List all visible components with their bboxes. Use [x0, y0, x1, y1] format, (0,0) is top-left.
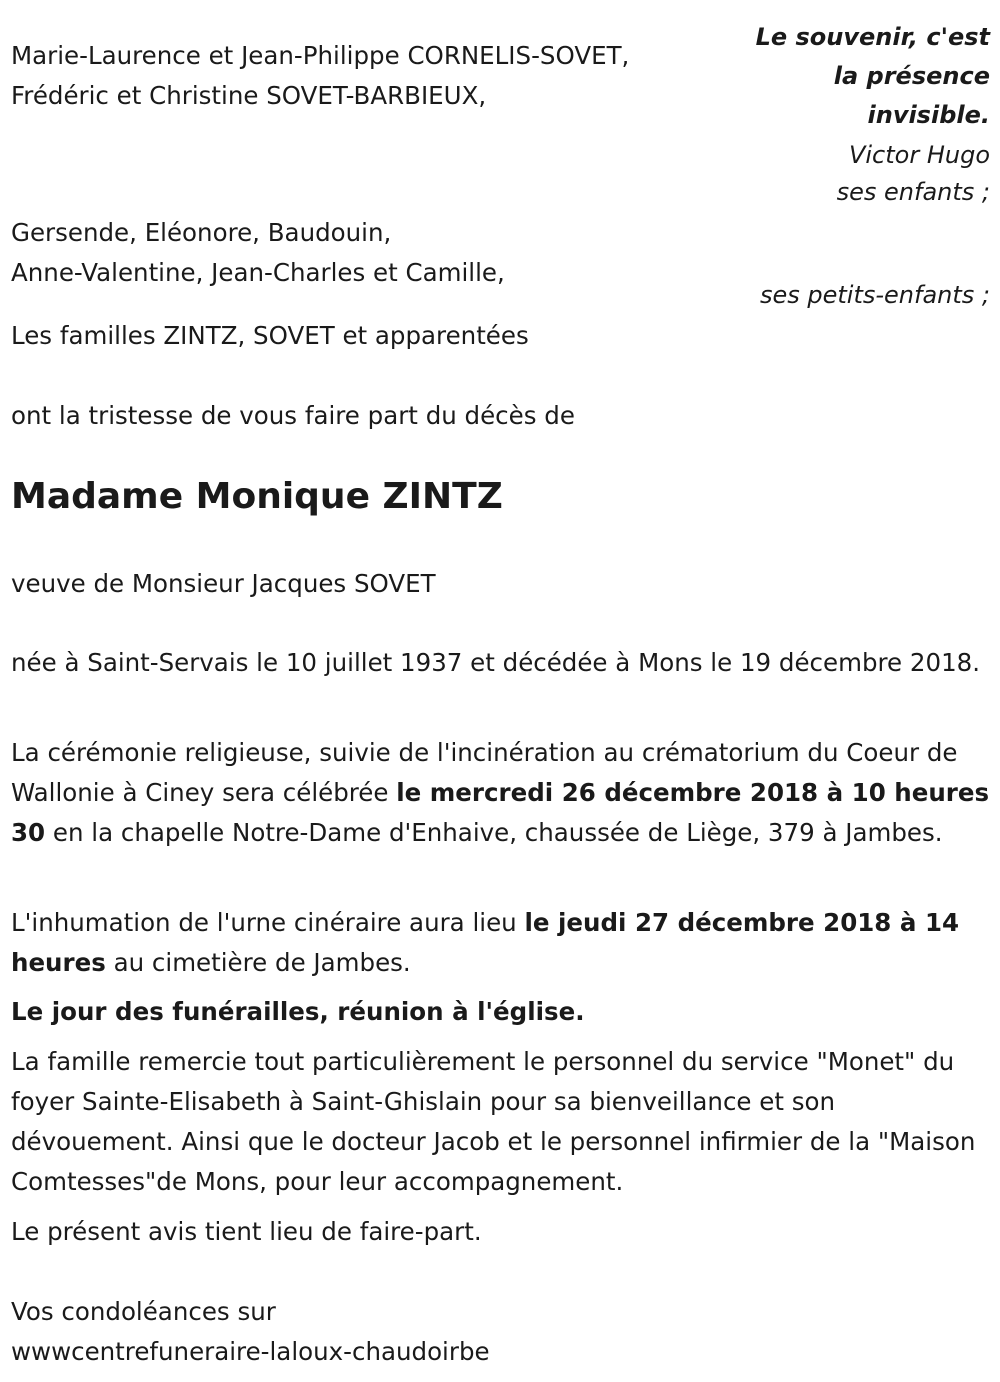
- meeting-notice: Le jour des funérailles, réunion à l'église.: [11, 997, 585, 1026]
- grandchildren-names-line-2: Anne-Valentine, Jean-Charles et Camille,: [11, 258, 505, 287]
- ceremony-paragraph: [11, 733, 991, 853]
- burial-text-2: au cimetière de Jambes.: [105, 948, 411, 977]
- burial-paragraph: [11, 903, 991, 983]
- children-names-line-1: Marie-Laurence et Jean-Philippe CORNELIS-SOVET,: [11, 41, 630, 70]
- ceremony-date: le mercredi 26 décembre 2018 à 10 heures 30: [11, 778, 990, 847]
- birth-death-dates: née à Saint-Servais le 10 juillet 1937 et décédée à Mons le 19 décembre 2018.: [11, 648, 981, 677]
- children-names-line-2: Frédéric et Christine SOVET-BARBIEUX,: [11, 81, 487, 110]
- widow-of: veuve de Monsieur Jacques SOVET: [11, 569, 436, 598]
- quote-author-block: [837, 137, 990, 211]
- condolences-website: wwwcentrefuneraire-laloux-chaudoirbe: [11, 1337, 490, 1366]
- ceremony-text-1: La cérémonie religieuse, suivie de l'incinération au crématorium du Coeur de Wallonie à Ciney sera célébrée: [11, 738, 958, 807]
- quote-line-2: la présence: [833, 62, 990, 90]
- announcement-intro: ont la tristesse de vous faire part du décès de: [11, 401, 575, 430]
- faire-part-notice: Le présent avis tient lieu de faire-part.: [11, 1217, 482, 1246]
- grandchildren-names-line-1: Gersende, Eléonore, Baudouin,: [11, 218, 392, 247]
- condolences-line-1: Vos condoléances sur: [11, 1297, 276, 1326]
- grandchildren-role: ses petits-enfants ;: [759, 281, 990, 309]
- burial-text-1: L'inhumation de l'urne cinéraire aura lieu: [11, 908, 525, 937]
- other-families: Les familles ZINTZ, SOVET et apparentées: [11, 321, 529, 350]
- children-role: ses enfants ;: [836, 178, 990, 206]
- deceased-name: Madame Monique ZINTZ: [11, 476, 503, 517]
- quote-line-3: invisible.: [867, 101, 990, 129]
- quote-author: Victor Hugo: [848, 141, 990, 169]
- ceremony-text-2: en la chapelle Notre-Dame d'Enhaive, chaussée de Liège, 379 à Jambes.: [45, 818, 943, 847]
- thanks-paragraph: La famille remercie tout particulièrement le personnel du service "Monet" du foyer Sainte-Elisabeth à Saint-Ghislain pour sa bienveillance et son dévouement. Ainsi que le docteur Jacob et le personnel infirmier de la "Maison Comtesses"de Mons, pour leur accompagnement.: [11, 1047, 976, 1196]
- quote: [756, 18, 990, 135]
- quote-line-1: Le souvenir, c'est: [755, 23, 990, 51]
- burial-date: le jeudi 27 décembre 2018 à 14 heures: [11, 908, 960, 977]
